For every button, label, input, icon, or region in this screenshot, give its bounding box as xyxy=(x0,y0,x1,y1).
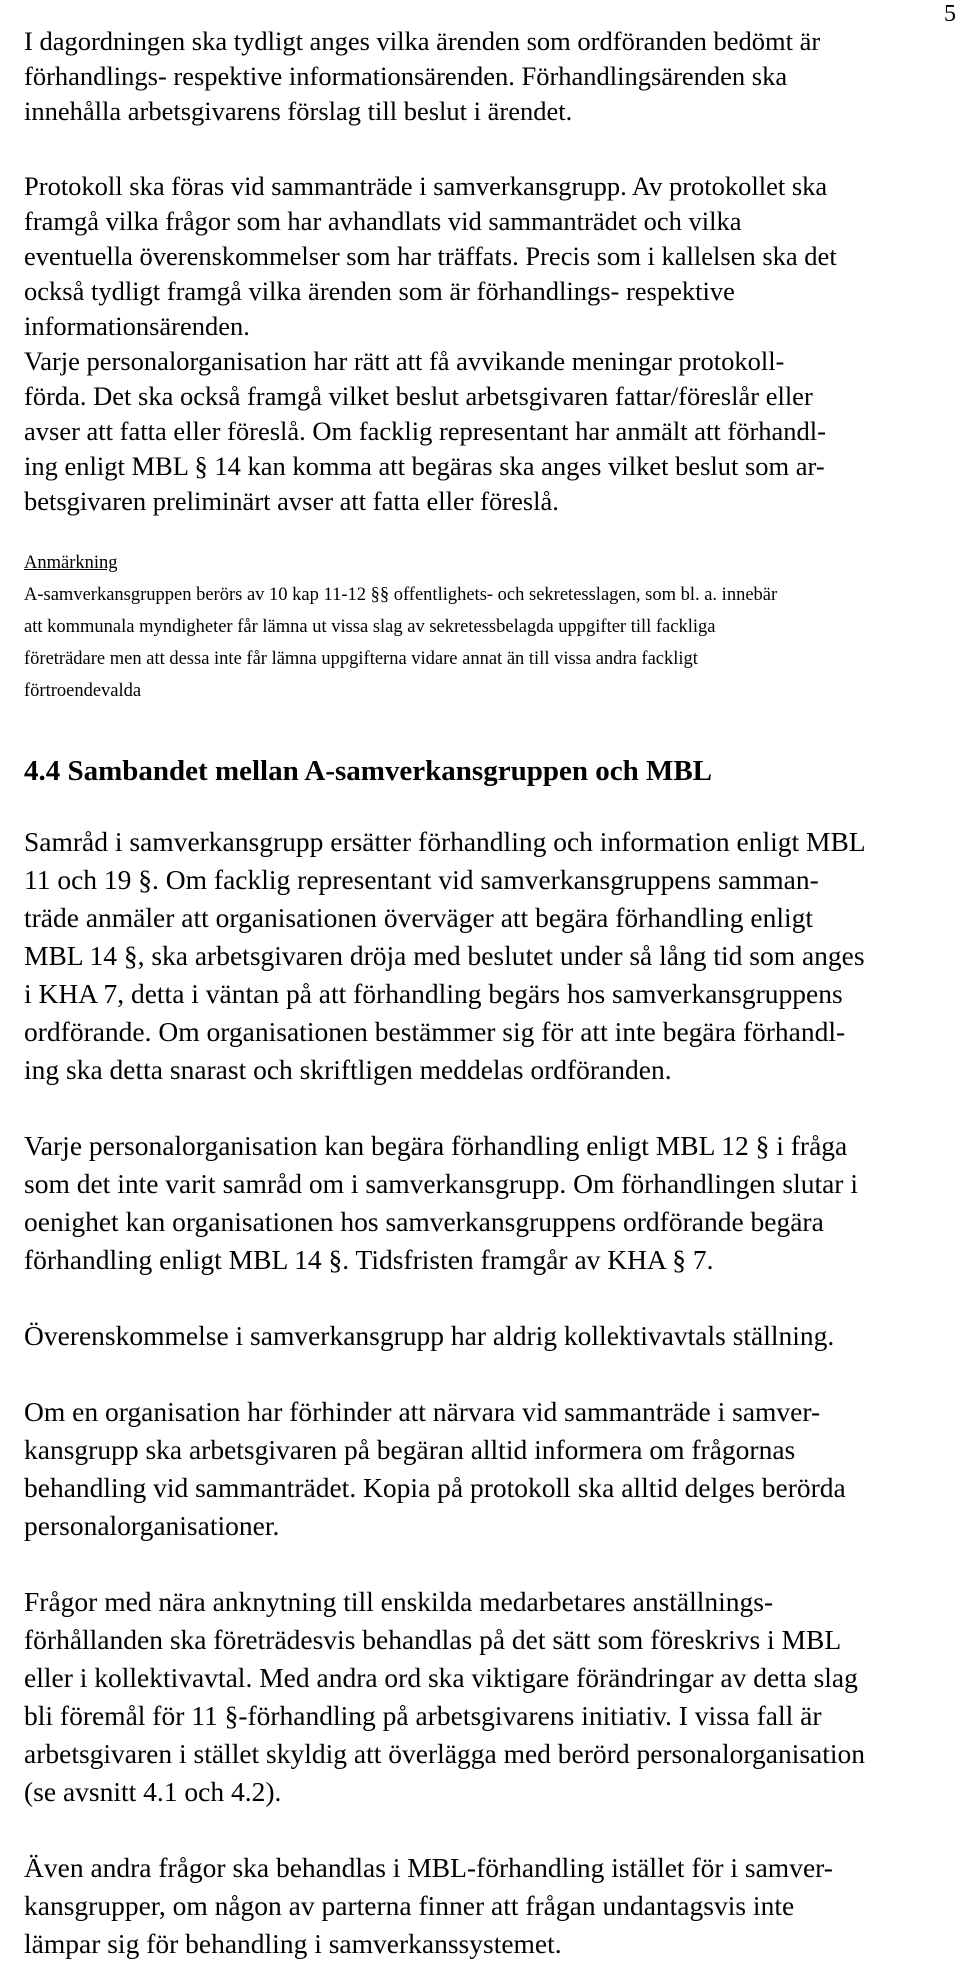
section-heading: 4.4 Sambandet mellan A-samverkansgruppen och MBL xyxy=(24,755,713,787)
text-line: kansgrupp ska arbetsgivaren på begäran alltid informera om frågornas xyxy=(24,1434,796,1465)
text-line: ing enligt MBL § 14 kan komma att begäras ska anges vilket beslut som ar- xyxy=(24,451,825,481)
text-line: träde anmäler att organisationen överväger att begära förhandling enligt xyxy=(24,902,814,933)
text-line: framgå vilka frågor som har avhandlats vid sammanträdet och vilka xyxy=(24,206,742,236)
text-line: förhandlings- respektive informationsärenden. Förhandlingsärenden ska xyxy=(24,61,788,91)
page-number: 5 xyxy=(944,1,956,27)
paragraph xyxy=(24,1127,954,1279)
text-line: betsgivaren preliminärt avser att fatta eller föreslå. xyxy=(24,486,559,516)
text-line: eller i kollektivavtal. Med andra ord ska viktigare förändringar av detta slag xyxy=(24,1662,858,1693)
text-line: kansgrupper, om någon av parterna finner att frågan undantagsvis inte xyxy=(24,1890,795,1921)
text-line: förda. Det ska också framgå vilket beslut arbetsgivaren fattar/föreslår eller xyxy=(24,381,813,411)
note-heading: Anmärkning xyxy=(24,553,118,573)
text-line: i KHA 7, detta i väntan på att förhandling begärs hos samverkansgruppens xyxy=(24,978,843,1009)
text-line: Överenskommelse i samverkansgrupp har aldrig kollektivavtals ställning. xyxy=(24,1320,835,1351)
paragraph-gap xyxy=(24,129,924,169)
text-line: Samråd i samverkansgrupp ersätter förhandling och information enligt MBL xyxy=(24,826,866,857)
protocol-paragraph xyxy=(24,169,924,519)
text-line: också tydligt framgå vilka ärenden som är förhandlings- respektive xyxy=(24,276,735,306)
agenda-section xyxy=(24,24,924,519)
paragraph xyxy=(24,823,954,1089)
text-line: (se avsnitt 4.1 och 4.2). xyxy=(24,1776,282,1807)
text-line: avser att fatta eller föreslå. Om facklig representant har anmält att förhandl- xyxy=(24,416,826,446)
paragraph xyxy=(24,1317,954,1355)
text-line: ing ska detta snarast och skriftligen meddelas ordföranden. xyxy=(24,1054,672,1085)
text-line: Varje personalorganisation kan begära förhandling enligt MBL 12 § i fråga xyxy=(24,1130,848,1161)
paragraph xyxy=(24,1583,954,1811)
text-line: Varje personalorganisation har rätt att få avvikande meningar protokoll- xyxy=(24,346,785,376)
text-line: informationsärenden. xyxy=(24,311,250,341)
text-line: som det inte varit samråd om i samverkansgrupp. Om förhandlingen slutar i xyxy=(24,1168,858,1199)
section-body xyxy=(24,823,954,1963)
note-line: A-samverkansgruppen berörs av 10 kap 11-12 §§ offentlighets- och sekretesslagen, som bl. a. innebär xyxy=(24,585,778,605)
text-line: Frågor med nära anknytning till enskilda medarbetares anställnings- xyxy=(24,1586,774,1617)
text-line: I dagordningen ska tydligt anges vilka ärenden som ordföranden bedömt är xyxy=(24,26,821,56)
paragraph xyxy=(24,1393,954,1545)
text-line: förhållanden ska företrädesvis behandlas på det sätt som föreskrivs i MBL xyxy=(24,1624,842,1655)
text-line: arbetsgivaren i stället skyldig att överlägga med berörd personalorganisation xyxy=(24,1738,866,1769)
agenda-paragraph xyxy=(24,24,924,129)
note-block xyxy=(24,547,944,707)
text-line: eventuella överenskommelser som har träffats. Precis som i kallelsen ska det xyxy=(24,241,837,271)
paragraph xyxy=(24,1849,954,1963)
text-line: personalorganisationer. xyxy=(24,1510,280,1541)
text-line: Protokoll ska föras vid sammanträde i samverkansgrupp. Av protokollet ska xyxy=(24,171,828,201)
text-line: lämpar sig för behandling i samverkanssystemet. xyxy=(24,1928,562,1959)
note-line: förtroendevalda xyxy=(24,681,142,701)
text-line: ordförande. Om organisationen bestämmer sig för att inte begära förhandl- xyxy=(24,1016,846,1047)
text-line: Även andra frågor ska behandlas i MBL-förhandling istället för i samver- xyxy=(24,1852,833,1883)
text-line: bli föremål för 11 §-förhandling på arbetsgivarens initiativ. I vissa fall är xyxy=(24,1700,822,1731)
text-line: 11 och 19 §. Om facklig representant vid samverkansgruppens samman- xyxy=(24,864,819,895)
text-line: behandling vid sammanträdet. Kopia på protokoll ska alltid delges berörda xyxy=(24,1472,846,1503)
text-line: innehålla arbetsgivarens förslag till beslut i ärendet. xyxy=(24,96,573,126)
text-line: förhandling enligt MBL 14 §. Tidsfristen framgår av KHA § 7. xyxy=(24,1244,714,1275)
text-line: Om en organisation har förhinder att närvara vid sammanträde i samver- xyxy=(24,1396,821,1427)
text-line: oenighet kan organisationen hos samverkansgruppens ordförande begära xyxy=(24,1206,824,1237)
text-line: MBL 14 §, ska arbetsgivaren dröja med beslutet under så lång tid som anges xyxy=(24,940,865,971)
note-line: att kommunala myndigheter får lämna ut vissa slag av sekretessbelagda uppgifter till fackliga xyxy=(24,617,716,637)
note-line: företrädare men att dessa inte får lämna uppgifterna vidare annat än till vissa andra fackligt xyxy=(24,649,698,669)
